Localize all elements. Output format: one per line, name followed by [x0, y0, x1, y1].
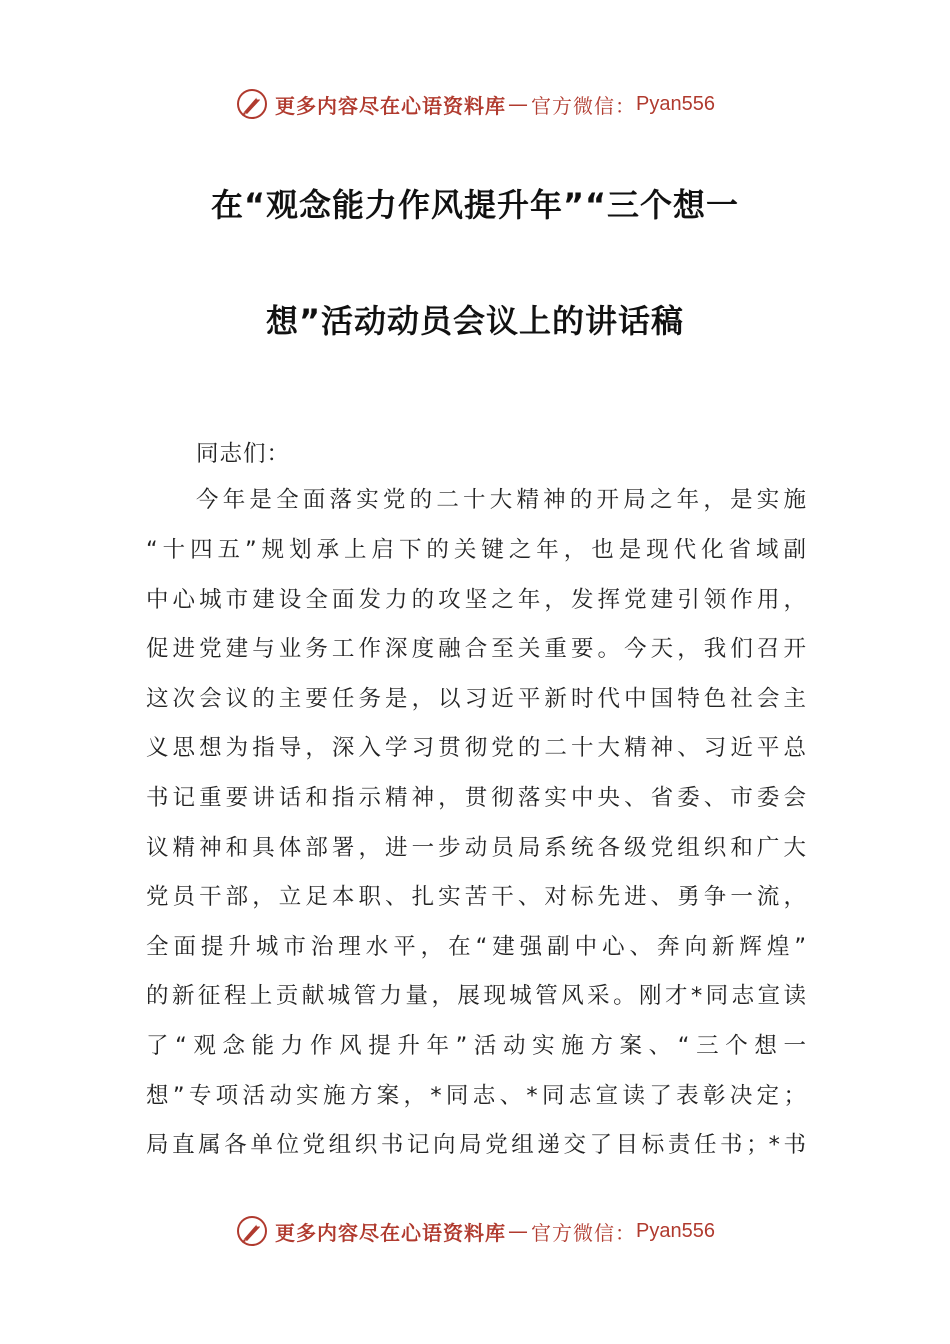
header-watermark — [0, 84, 950, 124]
pen-nib-icon — [235, 1214, 269, 1248]
pen-nib-icon — [235, 87, 269, 121]
watermark-wechat-label: 官方微信： — [531, 93, 637, 118]
paragraph-line: 中心城市建设全面发力的攻坚之年，发挥党建引领作用， — [146, 587, 806, 613]
paragraph-line: 局直属各单位党组织书记向局党组递交了目标责任书；*书 — [146, 1132, 806, 1158]
paragraph-line: 今年是全面落实党的二十大精神的开局之年，是实施 — [196, 487, 806, 513]
watermark-dash: — — [508, 92, 530, 116]
watermark-wechat-label: 官方微信： — [531, 1220, 637, 1245]
watermark-brand: 更多内容尽在心语资料库 — [275, 1220, 507, 1245]
watermark-wechat-id: Pyan556 — [636, 1219, 715, 1242]
paragraph-line: 促进党建与业务工作深度融合至关重要。今天，我们召开 — [146, 636, 806, 662]
paragraph-line: 党员干部，立足本职、扎实苦干、对标先进、勇争一流， — [146, 884, 806, 910]
footer-watermark — [0, 1211, 950, 1251]
document-title-line-1: 在“观念能力作风提升年”“三个想一 — [210, 186, 740, 224]
salutation: 同志们： — [196, 441, 291, 467]
paragraph-line: “十四五”规划承上启下的关键之年，也是现代化省域副 — [146, 537, 806, 563]
watermark-wechat-id: Pyan556 — [636, 92, 715, 115]
paragraph-line: 议精神和具体部署，进一步动员局系统各级党组织和广大 — [146, 835, 806, 861]
document-title-line-2: 想”活动动员会议上的讲话稿 — [265, 302, 685, 340]
paragraph-line: 义思想为指导，深入学习贯彻党的二十大精神、习近平总 — [146, 735, 806, 761]
paragraph-line: 想”专项活动实施方案，*同志、*同志宣读了表彰决定； — [146, 1083, 806, 1109]
paragraph-line: 全面提升城市治理水平，在“建强副中心、奔向新辉煌” — [146, 934, 806, 960]
paragraph-line: 的新征程上贡献城管力量，展现城管风采。刚才*同志宣读 — [146, 983, 806, 1009]
paragraph-line: 书记重要讲话和指示精神，贯彻落实中央、省委、市委会 — [146, 785, 806, 811]
watermark-brand: 更多内容尽在心语资料库 — [275, 93, 507, 118]
paragraph-line: 了“观念能力作风提升年”活动实施方案、“三个想一 — [146, 1033, 806, 1059]
watermark-dash: — — [508, 1219, 530, 1243]
paragraph-line: 这次会议的主要任务是，以习近平新时代中国特色社会主 — [146, 686, 806, 712]
